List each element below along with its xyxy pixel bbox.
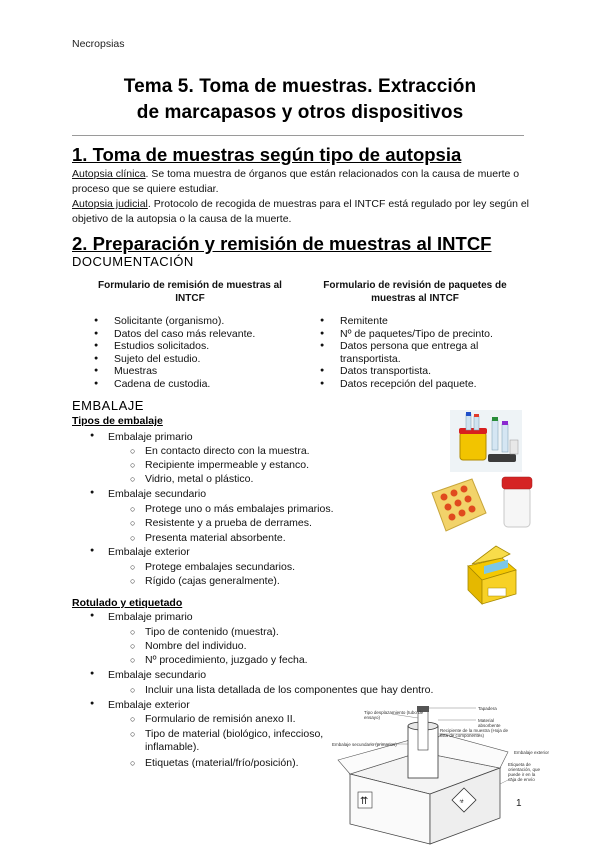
svg-text:☣: ☣ [459,798,465,805]
diagram-un-number: 1 [516,798,522,809]
secundario-item: ● Embalaje secundario [90,488,206,500]
diagram-label: Material absorbente [478,718,501,728]
diagram-label: Tipo desplazamiento (tubo de ensayo) [364,710,424,720]
diagram-label: Tapadera [478,706,497,711]
list-item: ● Datos transportista. [318,365,528,378]
sub-item: ○ Tipo de contenido (muestra). [130,626,279,639]
page-title [60,74,540,126]
remision-form-title: Formulario de remisión de muestras al INTCF [98,280,282,304]
title-line-2: de marcapasos y otros dispositivos [136,102,464,123]
section-2-heading: 2. Preparación y remisión de muestras al INTCF [72,233,492,254]
sub-item: ○ Etiquetas (material/frío/posición). [130,757,298,770]
diagram-label: Embalaje secundario (primarios) [332,742,397,747]
section-1-heading: 1. Toma de muestras según tipo de autopsia [72,144,462,165]
svg-text:⇈: ⇈ [360,796,369,807]
sub-item: ○ Protege uno o más embalajes primarios. [130,503,334,516]
exterior-box-image [462,540,522,608]
primario-item: ● Embalaje primario [90,431,193,443]
secondary-packaging-image [428,473,532,539]
sub-item: ○ Vidrio, metal o plástico. [130,473,253,486]
list-item: ● Remitente [318,315,528,328]
autopsia-judicial-text: . Protocolo de recogida de muestras para el INTCF está regulado por ley según el objetivo de la autopsia o la causa de la muerte. [72,198,530,225]
diagram-label: Recipiente de la muestra (Hoja de lista de componentes) [440,728,509,738]
sub-item: ○ Formulario de remisión anexo II. [130,713,296,726]
sub-item: ○ Recipiente impermeable y estanco. [130,459,309,472]
sub-item: ○ Incluir una lista detallada de los componentes que hay dentro. [130,684,433,697]
list-item: ● Datos persona que entrega al transportista. [318,340,528,365]
sub-item: ○ Rígido (cajas generalmente). [130,575,280,588]
list-item: ● Cadena de custodia. [92,378,302,391]
diagram-label: Etiqueta de orientación, que puede ir en la caja de envío [508,762,541,782]
diagram-label: Embalaje exterior [514,750,550,755]
list-item: ● Datos recepción del paquete. [318,378,528,391]
remision-form-list [92,315,302,391]
revision-form-list [318,315,528,391]
list-item: ● Sujeto del estudio. [92,353,302,366]
sub-item: ○ Presenta material absorbente. [130,532,286,545]
documentacion-heading: DOCUMENTACIÓN [72,254,194,269]
list-item: ● Solicitante (organismo). [92,315,302,328]
title-line-1: Tema 5. Toma de muestras. Extracción [123,76,477,97]
autopsia-judicial-term: Autopsia judicial [72,198,148,210]
embalaje-heading: EMBALAJE [72,398,144,413]
rotulado-heading: Rotulado y etiquetado [72,597,183,609]
autopsia-clinica-term: Autopsia clínica [72,168,146,180]
running-header: Necropsias [72,38,125,50]
primary-containers-image [450,410,522,472]
autopsia-clinica-paragraph [72,167,532,197]
title-divider [72,135,524,136]
list-item: ● Nº de paquetes/Tipo de precinto. [318,328,528,341]
sub-item: ○ Protege embalajes secundarios. [130,561,295,574]
sub-item: ○ Nº procedimiento, juzgado y fecha. [130,654,308,667]
autopsia-clinica-text: . Se toma muestra de órganos que están relacionados con la causa de muerte o proceso que se quiere estudiar. [72,168,520,195]
autopsia-judicial-paragraph [72,197,532,227]
sub-item: ○ Tipo de material (biológico, infeccioso, inflamable). [130,728,335,754]
list-item: ● Estudios solicitados. [92,340,302,353]
sub-item: ○ Resistente y a prueba de derrames. [130,517,312,530]
sub-item: ○ Nombre del individuo. [130,640,247,653]
rot-secundario-item: ● Embalaje secundario [90,669,206,681]
exterior-item: ● Embalaje exterior [90,546,190,558]
packaging-diagram [330,704,550,846]
sub-item: ○ En contacto directo con la muestra. [130,445,310,458]
list-item: ● Muestras [92,365,302,378]
tipos-embalaje-heading: Tipos de embalaje [72,415,163,427]
rot-exterior-item: ● Embalaje exterior [90,699,190,711]
revision-form-title: Formulario de revisión de paquetes de muestras al INTCF [323,280,507,304]
rot-primario-item: ● Embalaje primario [90,611,193,623]
list-item: ● Datos del caso más relevante. [92,328,302,341]
